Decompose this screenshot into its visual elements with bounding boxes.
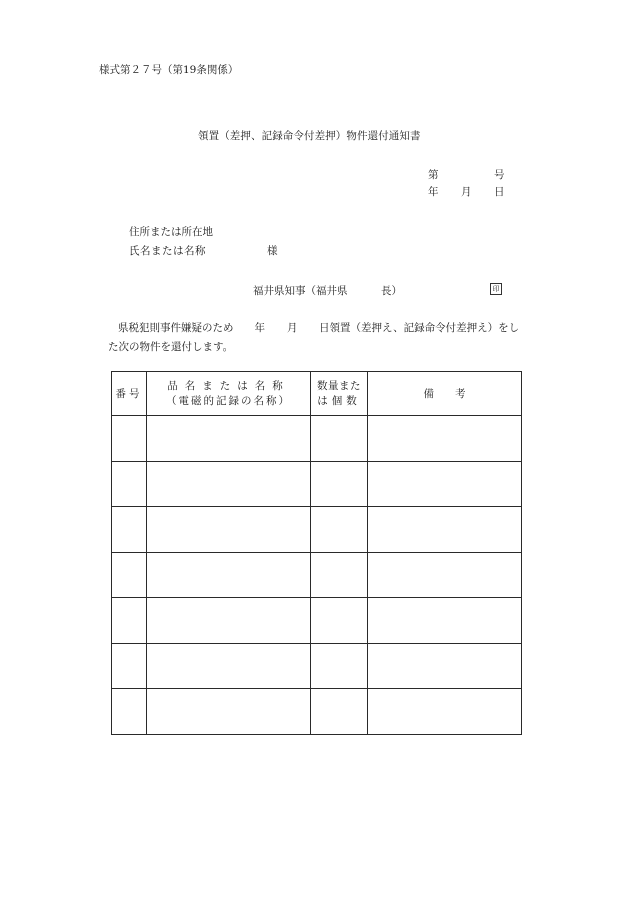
header-quantity-line1: 数量また bbox=[317, 379, 361, 392]
issuer-title: 福井県知事（福井県 bbox=[253, 285, 348, 297]
document-number-suffix: 号 bbox=[494, 169, 505, 181]
cell-quantity bbox=[311, 461, 368, 507]
cell-quantity bbox=[311, 552, 368, 598]
document-title: 領置（差押、記録命令付差押）物件還付通知書 bbox=[198, 130, 421, 142]
recipient-name-label: 氏名または名称 bbox=[129, 245, 206, 257]
cell-number bbox=[112, 689, 147, 735]
cell-remarks bbox=[368, 461, 522, 507]
cell-item-name bbox=[147, 461, 311, 507]
cell-number bbox=[112, 416, 147, 462]
cell-quantity bbox=[311, 643, 368, 689]
cell-remarks bbox=[368, 416, 522, 462]
table-row bbox=[112, 507, 522, 553]
issuer-title-end: 長） bbox=[381, 285, 402, 297]
date-month-label: 月 bbox=[461, 186, 472, 198]
header-item-name bbox=[147, 372, 311, 416]
header-item-name-line2: （電磁的記録の名称） bbox=[166, 394, 291, 407]
body-text-line2: た次の物件を還付します。 bbox=[108, 341, 234, 353]
body-text-line1-end: 日領置（差押え、記録命令付差押え）をし bbox=[319, 322, 520, 334]
cell-remarks bbox=[368, 507, 522, 553]
header-quantity bbox=[311, 372, 368, 416]
table-row bbox=[112, 461, 522, 507]
recipient-address-label: 住所または所在地 bbox=[129, 226, 213, 238]
cell-number bbox=[112, 552, 147, 598]
header-number: 番号 bbox=[112, 372, 147, 416]
table-row bbox=[112, 552, 522, 598]
table-row bbox=[112, 689, 522, 735]
items-table bbox=[111, 371, 522, 735]
cell-item-name bbox=[147, 507, 311, 553]
cell-item-name bbox=[147, 643, 311, 689]
cell-quantity bbox=[311, 507, 368, 553]
header-quantity-line2: は個数 bbox=[317, 394, 361, 407]
table-row bbox=[112, 598, 522, 644]
cell-remarks bbox=[368, 643, 522, 689]
seal-mark: 印 bbox=[490, 283, 502, 295]
cell-number bbox=[112, 643, 147, 689]
cell-number bbox=[112, 598, 147, 644]
date-year-label: 年 bbox=[428, 186, 439, 198]
cell-quantity bbox=[311, 416, 368, 462]
cell-item-name bbox=[147, 552, 311, 598]
cell-remarks bbox=[368, 689, 522, 735]
table-row bbox=[112, 643, 522, 689]
header-item-name-line1: 品名または名称 bbox=[167, 379, 290, 392]
cell-number bbox=[112, 461, 147, 507]
cell-remarks bbox=[368, 552, 522, 598]
cell-item-name bbox=[147, 689, 311, 735]
date-day-label: 日 bbox=[494, 186, 505, 198]
cell-quantity bbox=[311, 598, 368, 644]
body-text-month: 月 bbox=[287, 322, 298, 334]
form-number: 様式第２７号（第19条関係） bbox=[99, 64, 239, 76]
cell-item-name bbox=[147, 416, 311, 462]
document-number-label: 第 bbox=[428, 169, 439, 181]
body-text-line1: 県税犯則事件嫌疑のため 年 bbox=[118, 322, 265, 334]
header-remarks: 備 考 bbox=[368, 372, 522, 416]
cell-quantity bbox=[311, 689, 368, 735]
table-header-row bbox=[112, 372, 522, 416]
recipient-honorific: 様 bbox=[267, 245, 278, 257]
cell-remarks bbox=[368, 598, 522, 644]
table-row bbox=[112, 416, 522, 462]
cell-item-name bbox=[147, 598, 311, 644]
cell-number bbox=[112, 507, 147, 553]
